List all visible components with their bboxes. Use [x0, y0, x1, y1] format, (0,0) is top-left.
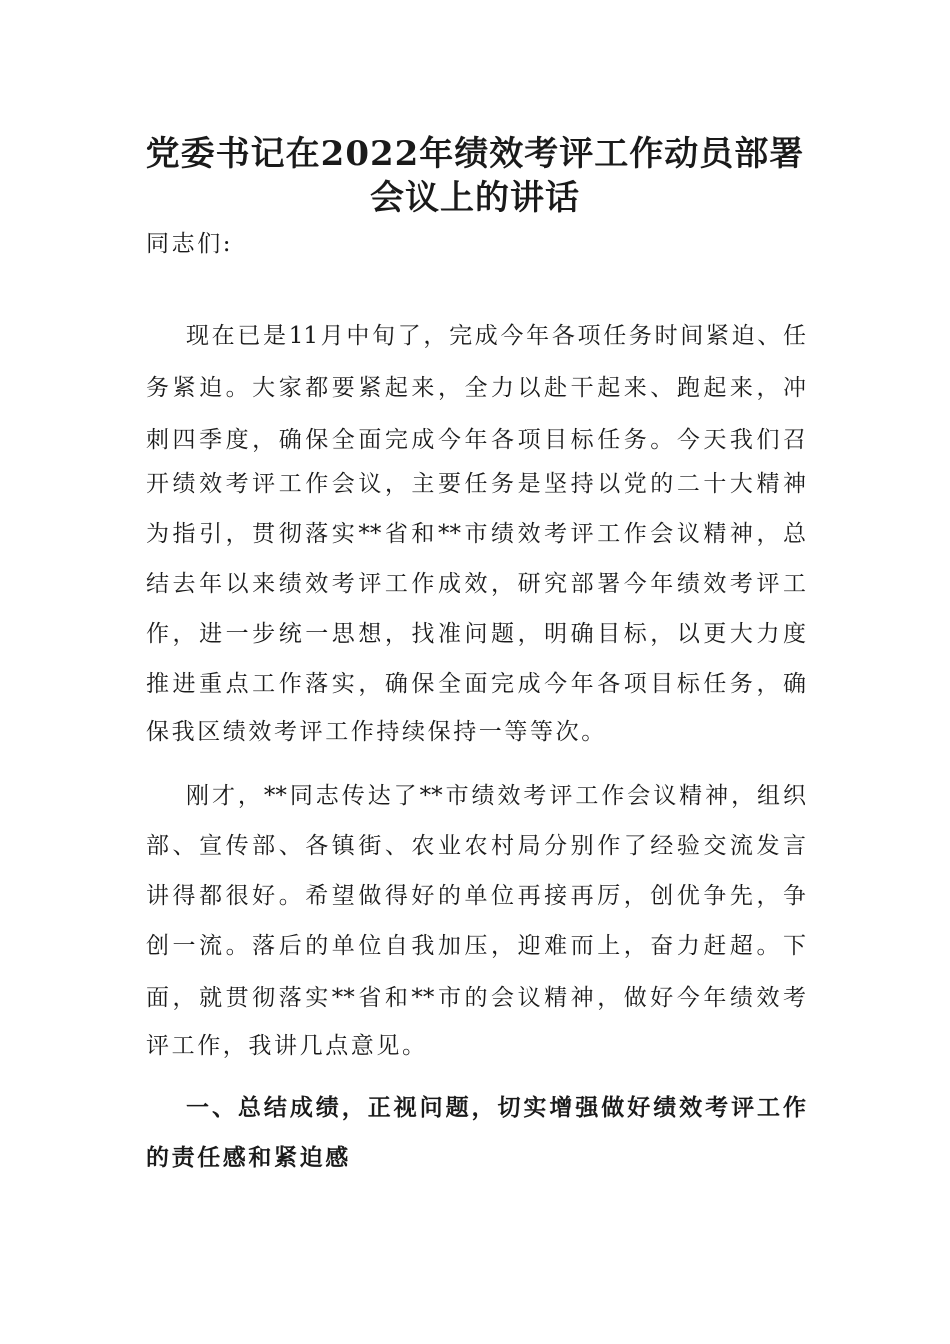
- paragraph-1-line: 务紧迫。大家都要紧起来，全力以赴干起来、跑起来，冲: [146, 375, 806, 401]
- document-title-line-1: 党委书记在2022年绩效考评工作动员部署: [145, 134, 805, 174]
- paragraph-1-line: 保我区绩效考评工作持续保持一等等次。: [146, 719, 607, 745]
- paragraph-1-line: 现在已是11月中旬了，完成今年各项任务时间紧迫、任: [186, 323, 806, 349]
- paragraph-1-line: 开绩效考评工作会议，主要任务是坚持以党的二十大精神: [146, 471, 806, 497]
- paragraph-1-line: 作，进一步统一思想，找准问题，明确目标，以更大力度: [146, 621, 806, 647]
- paragraph-1-line: 推进重点工作落实，确保全面完成今年各项目标任务，确: [146, 671, 806, 697]
- paragraph-2-line: 讲得都很好。希望做得好的单位再接再厉，创优争先，争: [146, 883, 806, 909]
- paragraph-2-line: 部、宣传部、各镇街、农业农村局分别作了经验交流发言: [146, 833, 806, 859]
- paragraph-1-line: 为指引，贯彻落实**省和**市绩效考评工作会议精神，总: [146, 521, 806, 547]
- section-heading-line: 一、总结成绩，正视问题，切实增强做好绩效考评工作: [186, 1094, 806, 1121]
- paragraph-2-line: 面，就贯彻落实**省和**市的会议精神，做好今年绩效考: [146, 985, 806, 1011]
- salutation: 同志们:: [146, 231, 234, 257]
- paragraph-2-line: 刚才，**同志传达了**市绩效考评工作会议精神，组织: [186, 783, 806, 809]
- paragraph-1-line: 结去年以来绩效考评工作成效，研究部署今年绩效考评工: [146, 571, 806, 597]
- paragraph-2-line: 创一流。落后的单位自我加压，迎难而上，奋力赶超。下: [146, 933, 806, 959]
- paragraph-1-line: 刺四季度，确保全面完成今年各项目标任务。今天我们召: [146, 427, 806, 453]
- document-title-line-2: 会议上的讲话: [370, 178, 580, 218]
- paragraph-2-line: 评工作，我讲几点意见。: [146, 1033, 428, 1059]
- section-heading-line: 的责任感和紧迫感: [146, 1144, 351, 1171]
